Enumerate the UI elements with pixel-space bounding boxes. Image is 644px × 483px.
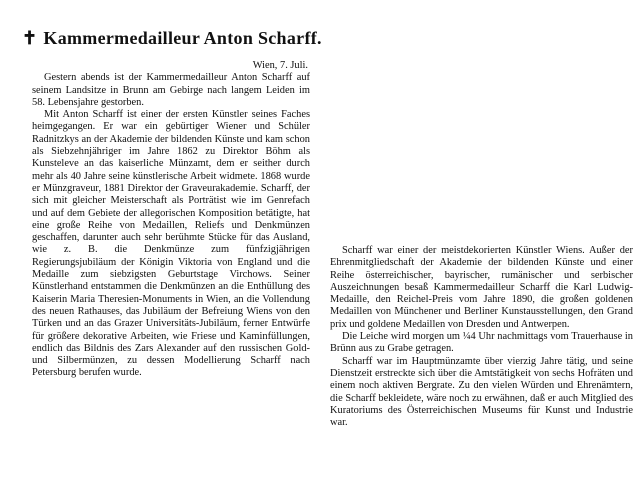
- column-left: [32, 60, 310, 380]
- dateline: Wien, 7. Juli.: [252, 60, 308, 71]
- paragraph-honors: Scharff war einer der meistdekorierten Künstler Wiens. Außer der Ehrenmitgliedschaft der Akademie der bildenden Künste und einer Reihe österreichischer, bayrischer, rumänischer und serbischer Auszeichnungen besaß Kammermedailleur Scharff die Karl Ludwig-Medaille, den Reichel-Preis vom Jahre 1890, die großen goldenen Medaillen von Münchener und Berliner Kunstausstellungen, den Grand prix und goldene Medaillen von Dresden und Antwerpen.: [330, 245, 633, 330]
- article-title-text: Kammermedailleur Anton Scharff.: [43, 28, 322, 48]
- article-title: [22, 28, 322, 49]
- column-right: [330, 245, 633, 429]
- paragraph-service: Scharff war im Hauptmünzamte über vierzig Jahre tätig, und seine Dienstzeit erstreckte sich über die Amtstätigkeit von sechs Hofräten und einem noch aktiven Bergrate. Zu den vielen Würden und Ehrenämtern, die Scharff bekleidete, wäre noch zu erwähnen, daß er auch Mitglied des Kuratoriums des Österreichischen Museums für Kunst und Industrie war.: [330, 355, 633, 429]
- paragraph-biography: Mit Anton Scharff ist einer der ersten Künstler seines Faches heimgegangen. Er war ein gebürtiger Wiener und Schüler Radnitzkys an der Akademie der bildenden Künste und kam schon als Siebzehnjähriger im Jahre 1862 zu Direktor Böhm als Kunsteleve an das kaiserliche Münzamt, dem er seither durch mehr als 40 Jahre seine künstlerische Arbeit widmete. 1868 wurde er Münzgraveur, 1881 Direktor der Graveurakademie. Scharff, der sich mit gleicher Meisterschaft als Porträtist wie im Genrefach und auf dem Gebiete der allegorischen Komposition betätigte, hat eine große Reihe von Medaillen, Reliefs und Denkmünzen geschaffen, darunter auch sehr berühmte Stücke für das Ausland, wie z. B. die Denkmünze zum fünfzigjährigen Regierungsjubiläum der Königin Viktoria von England und die Medaille zum siebzigsten Geburtstage Virchows. Seiner Künstlerhand entstammen die Denkmünzen an die Enthüllung des Kaiserin Maria Theresien-Monuments in Wien, an die Vollendung des neuen Rathauses, das Jubiläum der Befreiung Wiens von den Türken und an das Grazer Universitäts-Jubiläum, ferner Entwürfe für größere dekorative Arbeiten, wie Friese und Kaminfüllungen, endlich das Bildnis des Zars Alexander auf den russischen Gold- und Silbermünzen, zu dessen Modellierung Scharff nach Petersburg berufen wurde.: [32, 109, 310, 379]
- paragraph-death-notice: Gestern abends ist der Kammermedailleur Anton Scharff auf seinem Landsitze in Brunn am Gebirge nach langem Leiden im 58. Lebensjahre gestorben.: [32, 72, 310, 108]
- paragraph-funeral: Die Leiche wird morgen um ¼4 Uhr nachmittags vom Trauerhause in Brünn aus zu Grabe getragen.: [330, 331, 633, 355]
- cross-icon: ✝: [22, 28, 38, 48]
